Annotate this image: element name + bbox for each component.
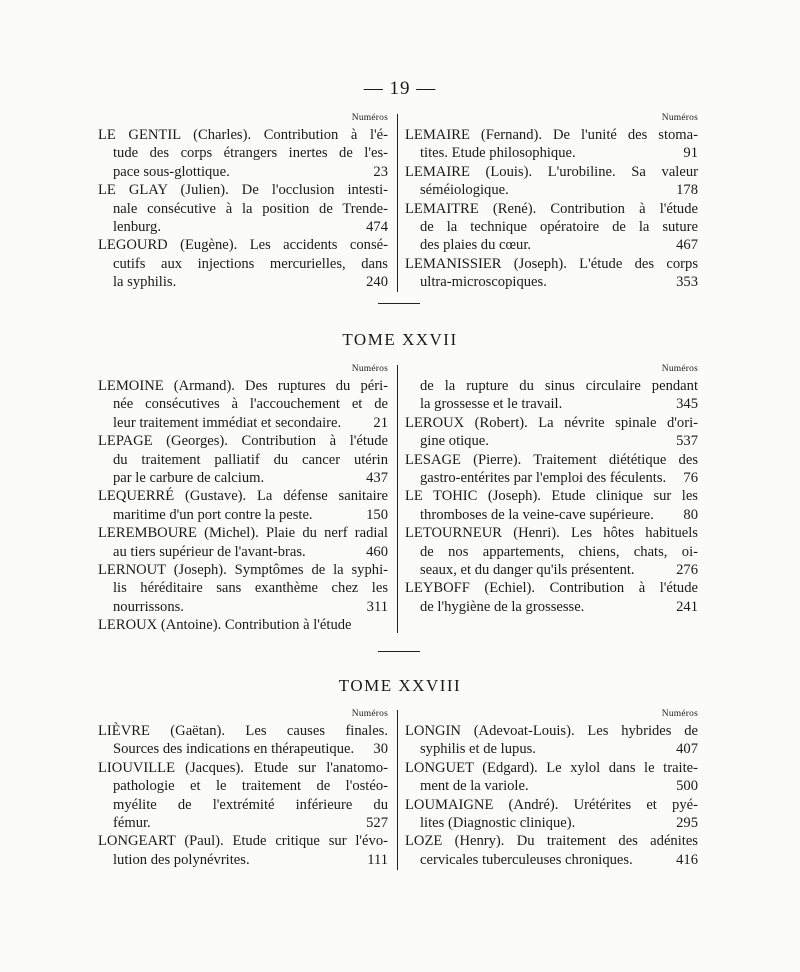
entry-number: 23 [373,163,388,180]
entry-continuation-line [98,395,388,413]
index-entry [405,487,698,524]
entry-text: LONGUET (Edgard). Le xylol dans le traite- [405,759,698,776]
section-top [98,112,698,292]
entry-continuation-line [98,851,388,869]
index-entry [405,126,698,163]
entry-heading-line [405,255,698,273]
entry-continuation-line [405,777,698,795]
entry-continuation-line [98,796,388,814]
entry-text: LOZE (Henry). Du traitement des adénites [405,833,698,850]
entry-number: 80 [683,506,698,523]
entry-text: pathologie et le traitement de l'ostéo- [113,778,388,795]
entry-text: nale consécutive à la position de Trende- [113,200,388,217]
entry-number: 437 [366,469,388,486]
entry-heading-line [98,722,388,740]
index-entry [98,181,388,236]
entry-continuation-line [405,740,698,758]
entry-number: 91 [683,145,698,162]
entry-continuation-line [405,598,698,616]
entry-number: 460 [366,543,388,560]
column-divider [397,365,398,633]
entry-text: lis héréditaire sans exanthème chez les [113,580,388,597]
entry-text: thromboses de la veine-cave supérieure. [420,506,654,523]
entry-text: lites (Diagnostic clinique). [420,814,576,831]
entry-heading-line [98,377,388,395]
entry-heading-line [405,722,698,740]
numeros-header: Numéros [661,113,698,123]
entry-number: 111 [367,851,388,868]
numeros-header: Numéros [661,709,698,719]
index-entry [405,451,698,488]
entry-continuation-line [98,506,388,524]
entry-continuation-line [98,814,388,832]
entry-heading-line [98,236,388,254]
entry-text: née consécutives à l'accouchement et de [113,396,388,413]
entry-number: 240 [366,274,388,291]
entry-text: fémur. [113,814,151,831]
entry-number: 276 [676,561,698,578]
page-number: — 19 — [363,78,437,99]
entry-continuation-line [405,218,698,236]
entry-continuation-line [98,469,388,487]
entry-text: LOUMAIGNE (André). Urétérites et pyé- [405,796,698,813]
entry-text: LONGIN (Adevoat-Louis). Les hybrides de [405,723,698,739]
entry-continuation-line [405,236,698,254]
entry-text: ment de la variole. [420,778,529,795]
entry-heading-line [98,616,388,634]
entry-text: LE GENTIL (Charles). Contribution à l'é- [98,127,388,143]
numeros-header: Numéros [351,364,388,374]
entry-text: par le carbure de calcium. [113,469,265,486]
entry-continuation-line [405,432,698,450]
entry-text: LEROUX (Antoine). Contribution à l'étude [98,617,352,634]
entry-heading-line [405,414,698,432]
index-entry [405,163,698,200]
entry-continuation-line [405,814,698,832]
entry-text: LE TOHIC (Joseph). Etude clinique sur les [405,488,698,505]
entry-text: tude des corps étrangers inertes de l'es- [113,145,388,162]
entry-number: 537 [676,433,698,450]
index-entry [98,487,388,524]
entry-heading-line [98,561,388,579]
index-entry [98,524,388,561]
index-entry [98,561,388,616]
entry-heading-line [405,524,698,542]
entry-text: du traitement palliatif du cancer utérin [113,451,388,468]
entry-text: ultra-microscopiques. [420,274,547,291]
entry-text: LEYBOFF (Echiel). Contribution à l'étude [405,580,698,597]
column-left [98,112,388,292]
entry-text: au tiers supérieur de l'avant-bras. [113,543,306,560]
entry-number: 150 [366,506,388,523]
entry-text: Sources des indications en thérapeutique. [113,741,355,758]
entry-text: LEMAITRE (René). Contribution à l'étude [405,200,698,217]
entry-continuation-line [98,451,388,469]
entry-heading-line [405,579,698,597]
entry-text: LEQUERRÉ (Gustave). La défense sanitaire [98,488,388,505]
entry-continuation-line [98,255,388,273]
entry-heading-line [405,163,698,181]
entry-text: LE GLAY (Julien). De l'occlusion intesti- [98,182,388,199]
entry-continuation-line [405,181,698,199]
entry-heading-line [405,759,698,777]
numeros-header: Numéros [351,709,388,719]
index-entry [405,524,698,579]
index-entry [98,616,388,634]
index-entry [98,759,388,833]
entry-text: LEMAIRE (Louis). L'urobiline. Sa valeur [405,163,698,180]
entry-continuation-line [405,273,698,291]
entry-number: 345 [676,396,698,413]
entry-continuation-line [98,777,388,795]
entry-number: 241 [676,598,698,615]
entry-heading-line [405,796,698,814]
entry-text: de la technique opératoire de la suture [420,218,698,235]
entry-heading-line [98,181,388,199]
entry-continuation-line [98,740,388,758]
numeros-header: Numéros [661,364,698,374]
entry-number: 295 [676,814,698,831]
entry-heading-line [98,524,388,542]
entry-text: la syphilis. [113,274,177,291]
index-entry [405,200,698,255]
entry-continuation-line [405,851,698,869]
entry-heading-line [98,759,388,777]
section-tome-27 [98,363,698,633]
entry-text: la grossesse et le travail. [420,396,563,413]
entry-text: LIÈVRE (Gaëtan). Les causes finales. [98,723,388,739]
numeros-header: Numéros [351,113,388,123]
entry-text: de l'hygiène de la grossesse. [420,598,585,615]
entry-number: 500 [676,778,698,795]
entry-continuation-line [98,144,388,162]
entry-continuation-line [405,506,698,524]
entry-heading-line [98,487,388,505]
entry-number: 527 [366,814,388,831]
entry-heading-line [405,126,698,144]
entry-continuation-line [98,218,388,236]
index-entry [405,832,698,869]
entry-text: LEROUX (Robert). La névrite spinale d'ori- [405,414,698,431]
entry-number: 30 [373,741,388,758]
index-entry [405,579,698,616]
entry-number: 407 [676,741,698,758]
section-tome-28 [98,708,698,878]
entry-number: 416 [676,851,698,868]
entry-text: de la rupture du sinus circulaire pendant [420,378,698,394]
index-entry [98,832,388,869]
column-left [98,708,388,869]
index-entry [98,126,388,181]
entry-continuation-line [405,543,698,561]
entry-number: 76 [683,469,698,486]
entry-continuation-line [405,377,698,395]
entry-continuation-line [98,543,388,561]
column-right [405,363,698,616]
entry-text: LEGOURD (Eugène). Les accidents consé- [98,237,388,254]
column-right [405,112,698,292]
entry-continuation-line [405,395,698,413]
entry-text: tites. Etude philosophique. [420,145,576,162]
entry-number: 311 [366,598,388,615]
entry-heading-line [405,451,698,469]
entry-number: 467 [676,237,698,254]
entry-text: pace sous-glottique. [113,163,230,180]
entry-continuation-line [98,414,388,432]
entry-text: LEMOINE (Armand). Des ruptures du péri- [98,378,388,394]
index-entry [405,722,698,759]
entry-text: nourrissons. [113,598,184,615]
entry-number: 178 [676,182,698,199]
index-entry [405,759,698,796]
index-entry [405,414,698,451]
entry-continuation-line [98,200,388,218]
entry-text: lution des polynévrites. [113,851,250,868]
entry-text: LIOUVILLE (Jacques). Etude sur l'anatomo- [98,759,388,776]
entry-text: LEREMBOURE (Michel). Plaie du nerf radial [98,525,388,542]
entry-continuation-line [98,163,388,181]
entry-heading-line [405,200,698,218]
entry-text: séméiologique. [420,182,509,199]
entry-text: myélite de l'extrémité inférieure du [113,796,388,813]
entry-text: maritime d'un port contre la peste. [113,506,313,523]
entry-text: syphilis et de lupus. [420,741,536,758]
entry-text: LERNOUT (Joseph). Symptômes de la syphi- [98,561,388,578]
entry-continuation-line [405,144,698,162]
entry-number: 474 [366,218,388,235]
entry-text: de nos appartements, chiens, chats, oi- [420,543,698,560]
index-entry [98,377,388,432]
entry-text: seaux, et du danger qu'ils présentent. [420,561,635,578]
column-left [98,363,388,634]
entry-heading-line [405,832,698,850]
index-entry [98,722,388,759]
section-separator [378,303,420,304]
entry-number: 21 [373,414,388,431]
entry-text: gastro-entérites par l'emploi des féculents. [420,469,667,486]
entry-text: lenburg. [113,218,161,235]
entry-text: LEPAGE (Georges). Contribution à l'étude [98,433,388,450]
entry-text: LEMANISSIER (Joseph). L'étude des corps [405,255,698,272]
entry-text: LETOURNEUR (Henri). Les hôtes habituels [405,525,698,542]
entry-continuation-line [405,469,698,487]
entry-heading-line [98,432,388,450]
index-entry [98,236,388,291]
index-entry [405,377,698,414]
entry-heading-line [98,832,388,850]
entry-number: 353 [676,274,698,291]
entry-text: des plaies du cœur. [420,237,532,254]
index-entry [405,796,698,833]
entry-text: LEMAIRE (Fernand). De l'unité des stoma- [405,127,698,143]
index-entry [98,432,388,487]
entry-text: LESAGE (Pierre). Traitement diététique des [405,451,698,468]
index-entry [405,255,698,292]
entry-heading-line [98,126,388,144]
entry-continuation-line [98,273,388,291]
entry-text: cutifs aux injections mercurielles, dans [113,255,388,272]
tome-title: TOME XXVIII [338,676,462,695]
entry-heading-line [405,487,698,505]
tome-title: TOME XXVII [342,330,458,349]
entry-text: gine otique. [420,433,489,450]
section-separator [378,651,420,652]
entry-continuation-line [405,561,698,579]
entry-text: leur traitement immédiat et secondaire. [113,414,342,431]
column-divider [397,114,398,292]
entry-text: cervicales tuberculeuses chroniques. [420,851,633,868]
column-right [405,708,698,869]
entry-continuation-line [98,579,388,597]
entry-continuation-line [98,598,388,616]
column-divider [397,710,398,870]
entry-text: LONGEART (Paul). Etude critique sur l'évo- [98,833,388,850]
